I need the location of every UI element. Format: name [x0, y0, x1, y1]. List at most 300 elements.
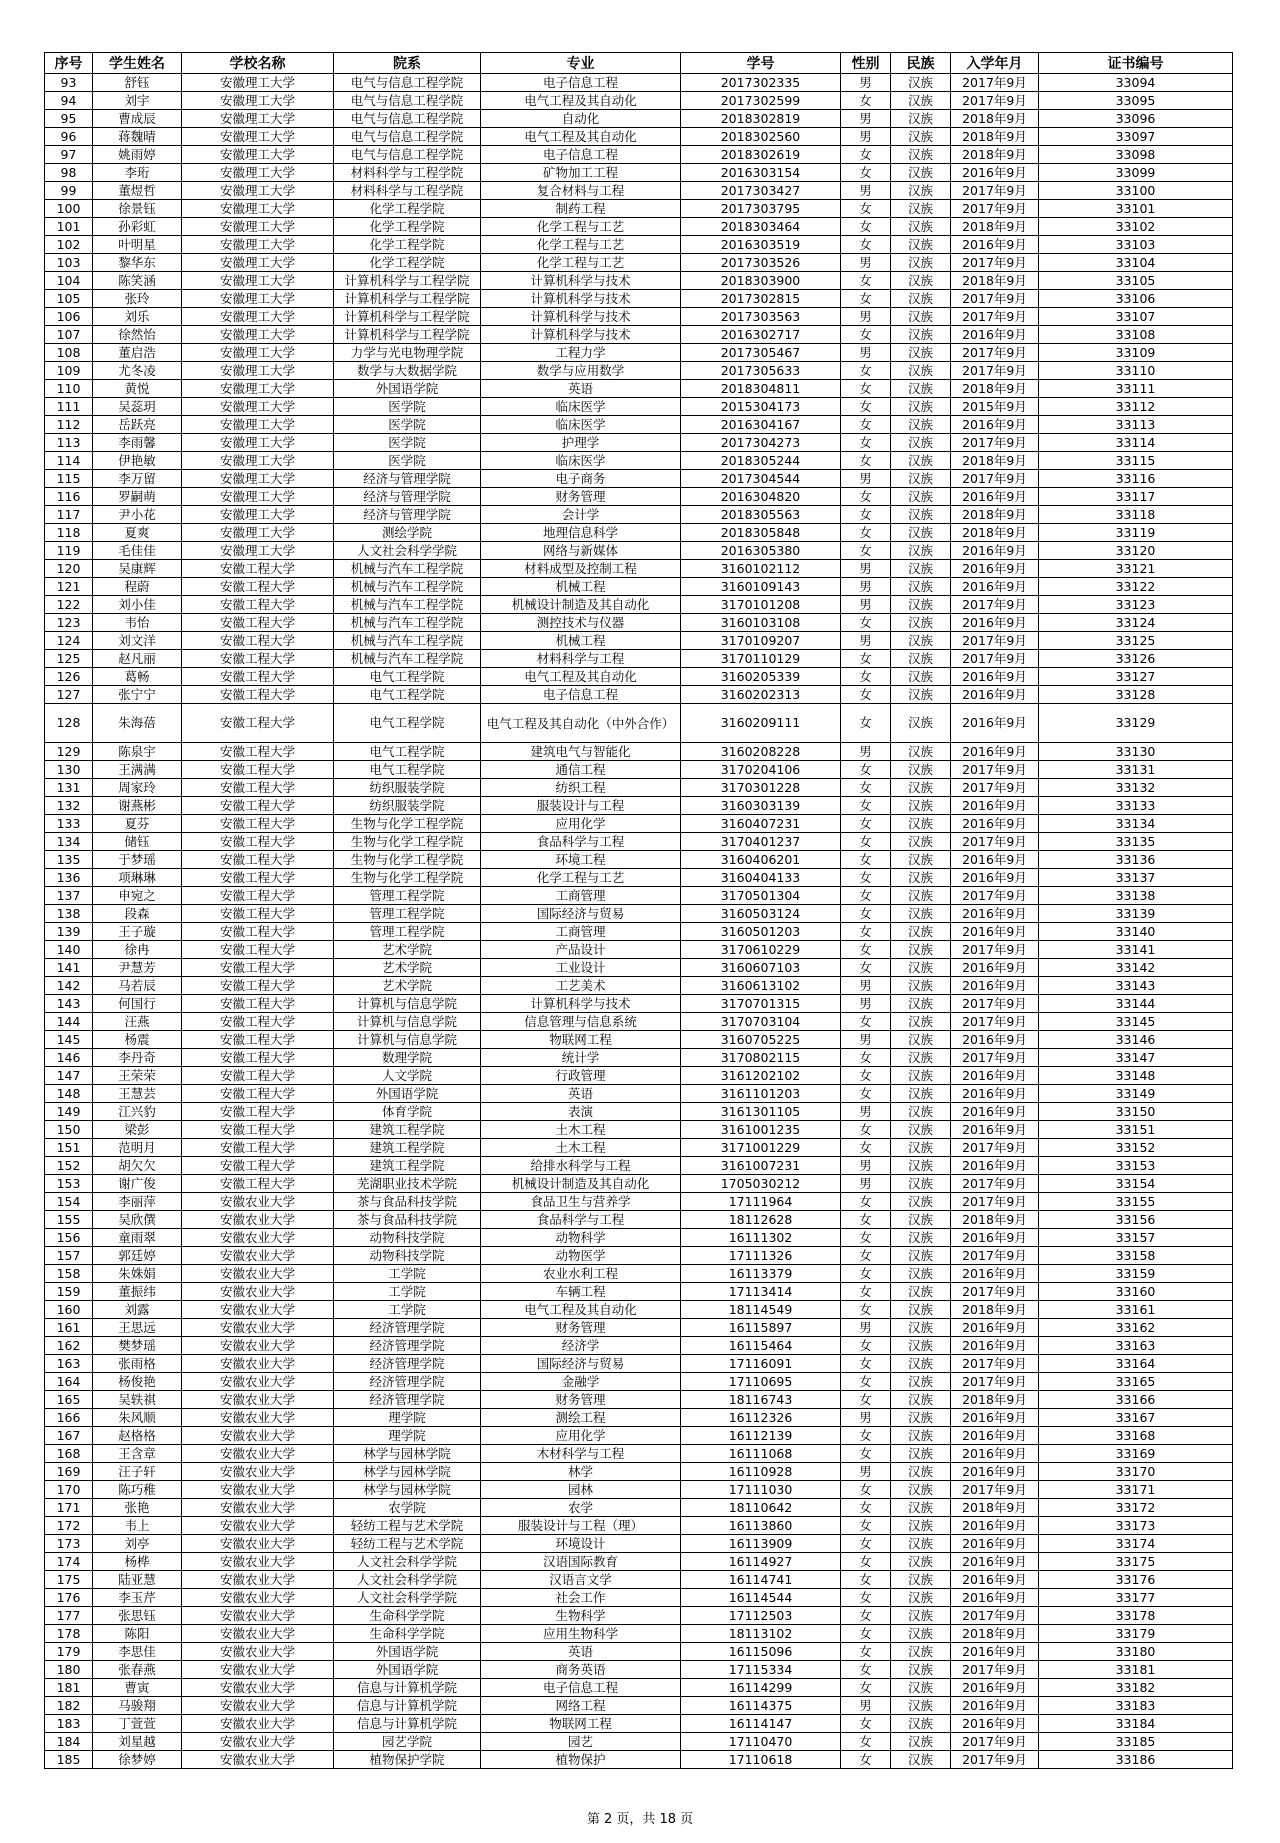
cell-enrollment: 2016年9月 [951, 1121, 1039, 1139]
cell-student-id: 2017304273 [681, 434, 841, 452]
cell-name: 舒钰 [93, 74, 182, 92]
cell-school: 安徽理工大学 [182, 74, 334, 92]
cell-major: 电子商务 [481, 470, 681, 488]
cell-department: 管理工程学院 [334, 905, 481, 923]
cell-ethnicity: 汉族 [891, 1103, 951, 1121]
cell-school: 安徽农业大学 [182, 1715, 334, 1733]
cell-seq: 105 [45, 290, 93, 308]
cell-enrollment: 2018年9月 [951, 146, 1039, 164]
cell-department: 外国语学院 [334, 1643, 481, 1661]
cell-seq: 138 [45, 905, 93, 923]
cell-certificate-no: 33112 [1039, 398, 1233, 416]
cell-major: 环境设计 [481, 1535, 681, 1553]
cell-ethnicity: 汉族 [891, 869, 951, 887]
table-row [45, 146, 1233, 164]
cell-student-id: 2017303563 [681, 308, 841, 326]
table-row [45, 1643, 1233, 1661]
cell-major: 电气工程及其自动化 [481, 1301, 681, 1319]
cell-ethnicity: 汉族 [891, 1085, 951, 1103]
table-row [45, 164, 1233, 182]
cell-certificate-no: 33130 [1039, 743, 1233, 761]
cell-certificate-no: 33155 [1039, 1193, 1233, 1211]
cell-name: 周家玲 [93, 779, 182, 797]
cell-certificate-no: 33102 [1039, 218, 1233, 236]
cell-certificate-no: 33123 [1039, 596, 1233, 614]
cell-certificate-no: 33165 [1039, 1373, 1233, 1391]
cell-certificate-no: 33134 [1039, 815, 1233, 833]
cell-certificate-no: 33139 [1039, 905, 1233, 923]
table-row [45, 1427, 1233, 1445]
cell-department: 生物与化学工程学院 [334, 851, 481, 869]
cell-school: 安徽农业大学 [182, 1445, 334, 1463]
cell-school: 安徽工程大学 [182, 1157, 334, 1175]
cell-ethnicity: 汉族 [891, 1535, 951, 1553]
cell-ethnicity: 汉族 [891, 74, 951, 92]
cell-name: 张艳 [93, 1499, 182, 1517]
cell-department: 生物与化学工程学院 [334, 869, 481, 887]
cell-major: 表演 [481, 1103, 681, 1121]
cell-student-id: 3170301228 [681, 779, 841, 797]
cell-school: 安徽农业大学 [182, 1229, 334, 1247]
cell-school: 安徽工程大学 [182, 1049, 334, 1067]
cell-seq: 177 [45, 1607, 93, 1625]
cell-name: 项琳琳 [93, 869, 182, 887]
cell-student-id: 2018305244 [681, 452, 841, 470]
cell-major: 财务管理 [481, 488, 681, 506]
cell-certificate-no: 33098 [1039, 146, 1233, 164]
cell-student-id: 16110928 [681, 1463, 841, 1481]
cell-certificate-no: 33131 [1039, 761, 1233, 779]
cell-gender: 女 [841, 434, 891, 452]
cell-seq: 164 [45, 1373, 93, 1391]
cell-school: 安徽工程大学 [182, 977, 334, 995]
cell-ethnicity: 汉族 [891, 1229, 951, 1247]
cell-student-id: 3160404133 [681, 869, 841, 887]
cell-seq: 144 [45, 1013, 93, 1031]
cell-enrollment: 2016年9月 [951, 560, 1039, 578]
cell-gender: 男 [841, 470, 891, 488]
cell-department: 计算机与信息学院 [334, 1031, 481, 1049]
cell-ethnicity: 汉族 [891, 779, 951, 797]
cell-seq: 157 [45, 1247, 93, 1265]
cell-ethnicity: 汉族 [891, 1013, 951, 1031]
cell-department: 理学院 [334, 1427, 481, 1445]
cell-ethnicity: 汉族 [891, 743, 951, 761]
cell-student-id: 3160406201 [681, 851, 841, 869]
cell-school: 安徽工程大学 [182, 887, 334, 905]
cell-school: 安徽农业大学 [182, 1535, 334, 1553]
cell-gender: 女 [841, 452, 891, 470]
cell-gender: 女 [841, 1301, 891, 1319]
cell-school: 安徽农业大学 [182, 1589, 334, 1607]
cell-name: 孙彩虹 [93, 218, 182, 236]
cell-gender: 女 [841, 704, 891, 743]
table-row [45, 1013, 1233, 1031]
cell-major: 电子信息工程 [481, 1679, 681, 1697]
cell-seq: 97 [45, 146, 93, 164]
cell-department: 外国语学院 [334, 1661, 481, 1679]
cell-name: 徐冉 [93, 941, 182, 959]
cell-certificate-no: 33126 [1039, 650, 1233, 668]
cell-department: 信息与计算机学院 [334, 1679, 481, 1697]
cell-seq: 181 [45, 1679, 93, 1697]
cell-major: 计算机科学与技术 [481, 995, 681, 1013]
table-row [45, 236, 1233, 254]
cell-student-id: 16111302 [681, 1229, 841, 1247]
cell-major: 社会工作 [481, 1589, 681, 1607]
cell-school: 安徽农业大学 [182, 1697, 334, 1715]
cell-enrollment: 2016年9月 [951, 1679, 1039, 1697]
cell-department: 理学院 [334, 1409, 481, 1427]
cell-department: 建筑工程学院 [334, 1157, 481, 1175]
cell-gender: 女 [841, 1067, 891, 1085]
cell-department: 计算机与信息学院 [334, 995, 481, 1013]
cell-school: 安徽农业大学 [182, 1337, 334, 1355]
cell-gender: 女 [841, 1481, 891, 1499]
cell-ethnicity: 汉族 [891, 704, 951, 743]
cell-department: 生物与化学工程学院 [334, 833, 481, 851]
cell-certificate-no: 33175 [1039, 1553, 1233, 1571]
cell-name: 马若辰 [93, 977, 182, 995]
cell-gender: 女 [841, 398, 891, 416]
cell-gender: 女 [841, 887, 891, 905]
cell-ethnicity: 汉族 [891, 1733, 951, 1751]
cell-student-id: 16113909 [681, 1535, 841, 1553]
cell-student-id: 18110642 [681, 1499, 841, 1517]
cell-school: 安徽工程大学 [182, 869, 334, 887]
cell-gender: 女 [841, 1121, 891, 1139]
cell-gender: 女 [841, 1607, 891, 1625]
cell-gender: 女 [841, 941, 891, 959]
cell-student-id: 3160103108 [681, 614, 841, 632]
table-row [45, 272, 1233, 290]
cell-enrollment: 2017年9月 [951, 1355, 1039, 1373]
cell-certificate-no: 33107 [1039, 308, 1233, 326]
cell-certificate-no: 33167 [1039, 1409, 1233, 1427]
cell-ethnicity: 汉族 [891, 362, 951, 380]
cell-gender: 女 [841, 506, 891, 524]
cell-ethnicity: 汉族 [891, 1481, 951, 1499]
cell-seq: 104 [45, 272, 93, 290]
cell-major: 计算机科学与技术 [481, 290, 681, 308]
cell-major: 服装设计与工程 [481, 797, 681, 815]
table-row [45, 1697, 1233, 1715]
cell-student-id: 18116743 [681, 1391, 841, 1409]
cell-gender: 男 [841, 1157, 891, 1175]
cell-seq: 153 [45, 1175, 93, 1193]
cell-student-id: 2018302619 [681, 146, 841, 164]
cell-major: 给排水科学与工程 [481, 1157, 681, 1175]
cell-ethnicity: 汉族 [891, 1373, 951, 1391]
cell-ethnicity: 汉族 [891, 1427, 951, 1445]
cell-school: 安徽理工大学 [182, 326, 334, 344]
cell-gender: 女 [841, 164, 891, 182]
cell-department: 计算机科学与工程学院 [334, 272, 481, 290]
cell-ethnicity: 汉族 [891, 995, 951, 1013]
cell-name: 王慧芸 [93, 1085, 182, 1103]
cell-name: 王荣荣 [93, 1067, 182, 1085]
cell-name: 丁萱萱 [93, 1715, 182, 1733]
cell-student-id: 2016302717 [681, 326, 841, 344]
cell-school: 安徽农业大学 [182, 1247, 334, 1265]
cell-gender: 女 [841, 905, 891, 923]
cell-name: 伊艳敏 [93, 452, 182, 470]
cell-seq: 95 [45, 110, 93, 128]
cell-certificate-no: 33144 [1039, 995, 1233, 1013]
cell-major: 网络工程 [481, 1697, 681, 1715]
cell-enrollment: 2016年9月 [951, 1463, 1039, 1481]
cell-ethnicity: 汉族 [891, 182, 951, 200]
cell-ethnicity: 汉族 [891, 218, 951, 236]
cell-department: 医学院 [334, 452, 481, 470]
cell-seq: 147 [45, 1067, 93, 1085]
cell-ethnicity: 汉族 [891, 1157, 951, 1175]
cell-enrollment: 2018年9月 [951, 506, 1039, 524]
cell-student-id: 16111068 [681, 1445, 841, 1463]
cell-ethnicity: 汉族 [891, 614, 951, 632]
cell-department: 电气与信息工程学院 [334, 92, 481, 110]
cell-department: 茶与食品科技学院 [334, 1211, 481, 1229]
cell-name: 陈阳 [93, 1625, 182, 1643]
cell-seq: 165 [45, 1391, 93, 1409]
cell-department: 艺术学院 [334, 977, 481, 995]
cell-ethnicity: 汉族 [891, 1463, 951, 1481]
cell-department: 医学院 [334, 434, 481, 452]
table-row [45, 1571, 1233, 1589]
cell-student-id: 3161101203 [681, 1085, 841, 1103]
cell-major: 物联网工程 [481, 1031, 681, 1049]
cell-certificate-no: 33106 [1039, 290, 1233, 308]
cell-school: 安徽工程大学 [182, 614, 334, 632]
cell-seq: 172 [45, 1517, 93, 1535]
cell-gender: 女 [841, 1715, 891, 1733]
cell-major: 计算机科学与技术 [481, 272, 681, 290]
table-row [45, 632, 1233, 650]
cell-seq: 159 [45, 1283, 93, 1301]
cell-ethnicity: 汉族 [891, 1625, 951, 1643]
cell-ethnicity: 汉族 [891, 941, 951, 959]
cell-department: 经济管理学院 [334, 1355, 481, 1373]
cell-major: 英语 [481, 1085, 681, 1103]
table-row [45, 1607, 1233, 1625]
cell-seq: 148 [45, 1085, 93, 1103]
cell-certificate-no: 33156 [1039, 1211, 1233, 1229]
table-row [45, 704, 1233, 743]
cell-department: 人文社会科学学院 [334, 1553, 481, 1571]
cell-department: 经济与管理学院 [334, 506, 481, 524]
cell-seq: 106 [45, 308, 93, 326]
cell-ethnicity: 汉族 [891, 146, 951, 164]
cell-ethnicity: 汉族 [891, 1139, 951, 1157]
cell-seq: 112 [45, 416, 93, 434]
cell-school: 安徽理工大学 [182, 434, 334, 452]
cell-gender: 女 [841, 959, 891, 977]
cell-name: 张春燕 [93, 1661, 182, 1679]
cell-gender: 男 [841, 743, 891, 761]
cell-school: 安徽理工大学 [182, 308, 334, 326]
cell-name: 谢燕彬 [93, 797, 182, 815]
cell-seq: 184 [45, 1733, 93, 1751]
cell-gender: 女 [841, 1679, 891, 1697]
cell-name: 李丽萍 [93, 1193, 182, 1211]
cell-certificate-no: 33119 [1039, 524, 1233, 542]
cell-department: 电气与信息工程学院 [334, 146, 481, 164]
cell-gender: 男 [841, 1031, 891, 1049]
cell-certificate-no: 33162 [1039, 1319, 1233, 1337]
cell-enrollment: 2017年9月 [951, 761, 1039, 779]
cell-name: 胡欠欠 [93, 1157, 182, 1175]
cell-gender: 男 [841, 1409, 891, 1427]
cell-school: 安徽理工大学 [182, 470, 334, 488]
cell-gender: 男 [841, 596, 891, 614]
cell-enrollment: 2017年9月 [951, 344, 1039, 362]
cell-major: 计算机科学与技术 [481, 326, 681, 344]
cell-gender: 女 [841, 650, 891, 668]
cell-name: 吴轶祺 [93, 1391, 182, 1409]
cell-enrollment: 2017年9月 [951, 1247, 1039, 1265]
cell-seq: 145 [45, 1031, 93, 1049]
cell-student-id: 3160202313 [681, 686, 841, 704]
cell-student-id: 3160303139 [681, 797, 841, 815]
column-header-seq: 序号 [45, 53, 93, 74]
cell-department: 电气与信息工程学院 [334, 110, 481, 128]
cell-certificate-no: 33116 [1039, 470, 1233, 488]
cell-name: 郭廷婷 [93, 1247, 182, 1265]
cell-ethnicity: 汉族 [891, 542, 951, 560]
cell-enrollment: 2017年9月 [951, 1751, 1039, 1769]
cell-certificate-no: 33166 [1039, 1391, 1233, 1409]
table-row [45, 941, 1233, 959]
cell-department: 人文社会科学学院 [334, 1589, 481, 1607]
cell-certificate-no: 33114 [1039, 434, 1233, 452]
cell-name: 杨桦 [93, 1553, 182, 1571]
cell-seq: 124 [45, 632, 93, 650]
cell-school: 安徽农业大学 [182, 1481, 334, 1499]
cell-name: 李珩 [93, 164, 182, 182]
cell-major: 环境工程 [481, 851, 681, 869]
table-row [45, 1121, 1233, 1139]
cell-certificate-no: 33181 [1039, 1661, 1233, 1679]
cell-certificate-no: 33101 [1039, 200, 1233, 218]
cell-enrollment: 2016年9月 [951, 614, 1039, 632]
cell-department: 植物保护学院 [334, 1751, 481, 1769]
cell-certificate-no: 33154 [1039, 1175, 1233, 1193]
table-row [45, 470, 1233, 488]
cell-department: 电气工程学院 [334, 686, 481, 704]
cell-major: 国际经济与贸易 [481, 1355, 681, 1373]
cell-ethnicity: 汉族 [891, 1517, 951, 1535]
cell-school: 安徽工程大学 [182, 905, 334, 923]
cell-enrollment: 2017年9月 [951, 1139, 1039, 1157]
cell-school: 安徽农业大学 [182, 1319, 334, 1337]
cell-name: 李丹奇 [93, 1049, 182, 1067]
cell-major: 农学 [481, 1499, 681, 1517]
cell-gender: 女 [841, 92, 891, 110]
cell-school: 安徽理工大学 [182, 164, 334, 182]
cell-school: 安徽农业大学 [182, 1499, 334, 1517]
cell-name: 葛畅 [93, 668, 182, 686]
cell-ethnicity: 汉族 [891, 1211, 951, 1229]
cell-major: 临床医学 [481, 452, 681, 470]
cell-ethnicity: 汉族 [891, 797, 951, 815]
cell-major: 化学工程与工艺 [481, 236, 681, 254]
cell-major: 食品科学与工程 [481, 1211, 681, 1229]
cell-school: 安徽工程大学 [182, 596, 334, 614]
cell-department: 纺织服装学院 [334, 779, 481, 797]
cell-enrollment: 2016年9月 [951, 488, 1039, 506]
cell-gender: 女 [841, 542, 891, 560]
table-row [45, 434, 1233, 452]
table-row [45, 1355, 1233, 1373]
cell-ethnicity: 汉族 [891, 977, 951, 995]
cell-ethnicity: 汉族 [891, 1121, 951, 1139]
cell-major: 商务英语 [481, 1661, 681, 1679]
cell-department: 医学院 [334, 398, 481, 416]
cell-seq: 183 [45, 1715, 93, 1733]
cell-school: 安徽工程大学 [182, 578, 334, 596]
cell-gender: 男 [841, 977, 891, 995]
cell-gender: 女 [841, 797, 891, 815]
cell-major: 护理学 [481, 434, 681, 452]
cell-enrollment: 2016年9月 [951, 743, 1039, 761]
cell-certificate-no: 33160 [1039, 1283, 1233, 1301]
cell-enrollment: 2017年9月 [951, 92, 1039, 110]
cell-certificate-no: 33185 [1039, 1733, 1233, 1751]
cell-department: 计算机科学与工程学院 [334, 290, 481, 308]
cell-enrollment: 2016年9月 [951, 1319, 1039, 1337]
cell-gender: 女 [841, 1139, 891, 1157]
cell-seq: 132 [45, 797, 93, 815]
cell-department: 林学与园林学院 [334, 1481, 481, 1499]
cell-school: 安徽理工大学 [182, 146, 334, 164]
cell-major: 工商管理 [481, 923, 681, 941]
cell-major: 矿物加工工程 [481, 164, 681, 182]
cell-department: 材料科学与工程学院 [334, 164, 481, 182]
cell-name: 韦怡 [93, 614, 182, 632]
cell-ethnicity: 汉族 [891, 1319, 951, 1337]
cell-major: 财务管理 [481, 1391, 681, 1409]
cell-seq: 107 [45, 326, 93, 344]
cell-enrollment: 2017年9月 [951, 182, 1039, 200]
cell-seq: 162 [45, 1337, 93, 1355]
table-row [45, 851, 1233, 869]
cell-seq: 110 [45, 380, 93, 398]
table-row [45, 815, 1233, 833]
cell-gender: 女 [841, 1571, 891, 1589]
cell-school: 安徽工程大学 [182, 1085, 334, 1103]
cell-ethnicity: 汉族 [891, 452, 951, 470]
cell-enrollment: 2016年9月 [951, 1715, 1039, 1733]
cell-enrollment: 2016年9月 [951, 905, 1039, 923]
cell-department: 数理学院 [334, 1049, 481, 1067]
cell-enrollment: 2017年9月 [951, 1175, 1039, 1193]
cell-department: 动物科技学院 [334, 1247, 481, 1265]
cell-student-id: 18112628 [681, 1211, 841, 1229]
cell-department: 生命科学学院 [334, 1607, 481, 1625]
cell-school: 安徽工程大学 [182, 1031, 334, 1049]
cell-enrollment: 2018年9月 [951, 128, 1039, 146]
table-row [45, 1715, 1233, 1733]
cell-ethnicity: 汉族 [891, 488, 951, 506]
table-row [45, 1031, 1233, 1049]
table-row [45, 362, 1233, 380]
cell-gender: 女 [841, 1445, 891, 1463]
table-row [45, 905, 1233, 923]
cell-major: 农业水利工程 [481, 1265, 681, 1283]
column-header-major: 专业 [481, 53, 681, 74]
cell-student-id: 2017302335 [681, 74, 841, 92]
cell-certificate-no: 33117 [1039, 488, 1233, 506]
